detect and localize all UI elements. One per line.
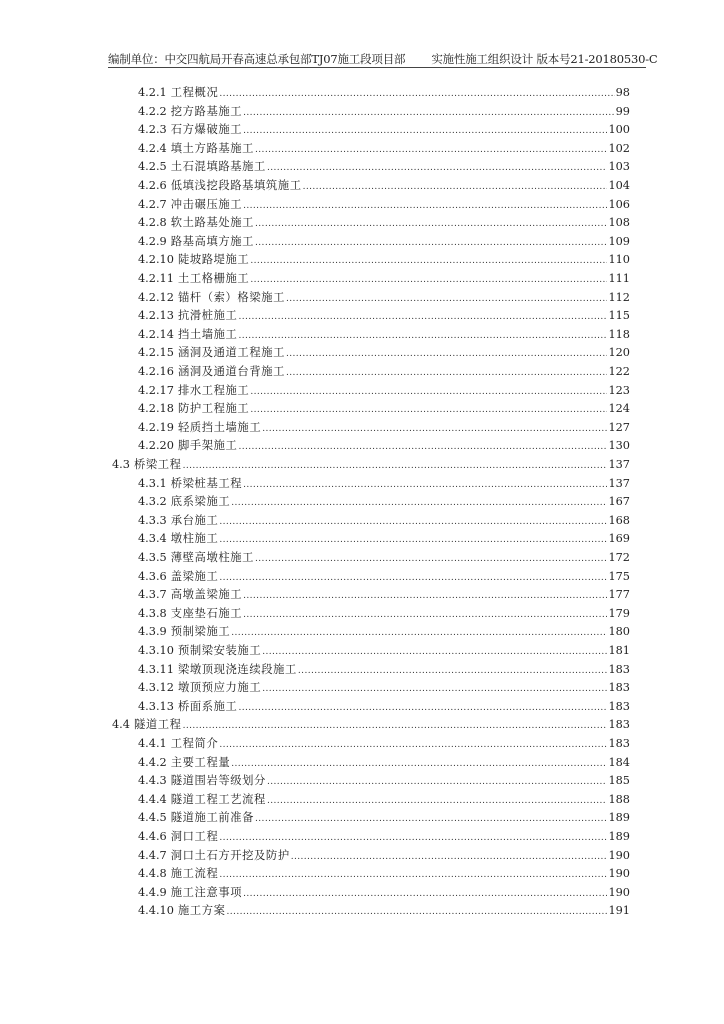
toc-page-number: 167	[608, 495, 630, 509]
toc-page-number: 190	[608, 885, 630, 899]
toc-page-number: 109	[608, 234, 630, 248]
toc-entry[interactable]	[138, 158, 630, 177]
toc-page-number: 106	[608, 197, 630, 211]
toc-page-number: 169	[608, 532, 630, 546]
header-organization: 编制单位：中交四航局开春高速总承包部TJ07施工段项目部	[108, 52, 406, 66]
toc-dot-leader	[219, 829, 607, 848]
toc-entry-title: 墩顶预应力施工	[177, 681, 262, 695]
toc-dot-leader	[238, 327, 607, 346]
toc-entry[interactable]	[138, 902, 630, 921]
toc-entry[interactable]	[138, 400, 630, 419]
toc-page-number: 175	[608, 569, 630, 583]
toc-entry-number: 4.4.10	[138, 904, 174, 918]
toc-entry[interactable]	[138, 233, 630, 252]
toc-entry-title: 陡坡路堤施工	[177, 253, 250, 267]
toc-entry-number: 4.2.17	[138, 383, 174, 397]
toc-entry-number: 4.2.2	[138, 104, 167, 118]
toc-entry-number: 4.4.3	[138, 774, 167, 788]
toc-entry-title: 盖梁施工	[170, 569, 219, 583]
toc-page-number: 123	[608, 383, 630, 397]
toc-entry[interactable]	[138, 344, 630, 363]
toc-page-number: 188	[608, 792, 630, 806]
toc-dot-leader	[243, 122, 607, 141]
toc-entry-number: 4.3.9	[138, 625, 167, 639]
toc-entry[interactable]	[138, 847, 630, 866]
toc-entry[interactable]	[138, 549, 630, 568]
toc-entry-title: 桥面系施工	[177, 699, 238, 713]
toc-entry-number: 4.2.1	[138, 86, 167, 99]
toc-entry[interactable]	[138, 698, 630, 717]
toc-entry-number: 4.2.7	[138, 197, 167, 211]
toc-page-number: 179	[608, 606, 630, 620]
toc-entry-number: 4.2.19	[138, 420, 174, 434]
toc-dot-leader	[262, 643, 607, 662]
toc-dot-leader	[255, 141, 607, 160]
toc-entry-number: 4.3.3	[138, 513, 167, 527]
toc-dot-leader	[267, 792, 608, 811]
toc-page-number: 183	[608, 681, 630, 695]
toc-entry-number: 4.2.10	[138, 253, 174, 267]
toc-entry[interactable]	[138, 121, 630, 140]
toc-entry-number: 4.4.7	[138, 848, 167, 862]
toc-dot-leader	[267, 159, 608, 178]
toc-entry-title: 防护工程施工	[177, 402, 250, 416]
toc-entry-title: 隧道工程	[133, 718, 182, 732]
header-document-version: 实施性施工组织设计 版本号21-20180530-C	[431, 52, 658, 66]
toc-entry-title: 涵洞及通道工程施工	[177, 346, 286, 360]
toc-dot-leader	[286, 290, 607, 309]
toc-entry-title: 锚杆（索）格梁施工	[177, 290, 286, 304]
toc-dot-leader	[183, 457, 608, 476]
toc-entry-title: 高墩盖梁施工	[170, 588, 243, 602]
toc-entry[interactable]	[138, 177, 630, 196]
header-divider	[108, 67, 646, 68]
toc-entry-number: 4.2.13	[138, 309, 174, 323]
toc-entry-number: 4.4	[112, 718, 130, 732]
toc-entry-title: 预制梁施工	[170, 625, 231, 639]
toc-dot-leader	[231, 755, 607, 774]
toc-page-number: 118	[608, 327, 630, 341]
toc-page-number: 189	[608, 811, 630, 825]
toc-entry-title: 轻质挡土墙施工	[177, 420, 262, 434]
toc-page-number: 112	[608, 290, 630, 304]
toc-page-number: 104	[608, 179, 630, 192]
toc-entry-title: 石方爆破施工	[170, 123, 243, 137]
toc-entry-title: 工程概况	[170, 86, 219, 99]
toc-dot-leader	[231, 494, 607, 513]
toc-page-number: 181	[608, 644, 630, 657]
toc-entry-number: 4.3.12	[138, 681, 174, 695]
page-header	[108, 51, 658, 67]
toc-entry-title: 挡土墙施工	[177, 327, 238, 341]
toc-page-number: 184	[608, 755, 630, 769]
toc-entry-number: 4.3.13	[138, 699, 174, 713]
toc-page-number: 111	[608, 272, 630, 285]
toc-section-entry[interactable]	[112, 456, 630, 475]
toc-entry[interactable]	[138, 884, 630, 903]
toc-entry-title: 施工注意事项	[170, 885, 243, 899]
toc-dot-leader	[219, 513, 607, 532]
toc-page-number: 102	[608, 141, 630, 155]
toc-page-number: 110	[608, 253, 630, 267]
toc-dot-leader	[238, 308, 607, 327]
toc-entry[interactable]	[138, 642, 630, 661]
toc-entry-number: 4.3.1	[138, 476, 167, 490]
toc-entry-number: 4.3.6	[138, 569, 167, 583]
toc-entry-title: 涵洞及通道台背施工	[177, 365, 286, 378]
toc-entry[interactable]	[138, 754, 630, 773]
toc-entry-title: 施工流程	[170, 867, 219, 881]
toc-entry[interactable]	[138, 568, 630, 587]
toc-page-number: 130	[608, 439, 630, 453]
toc-entry[interactable]	[138, 289, 630, 308]
toc-page-number: 115	[608, 309, 630, 323]
toc-page-number: 137	[608, 458, 630, 471]
toc-dot-leader	[243, 606, 607, 625]
toc-entry-title: 洞口工程	[170, 830, 219, 843]
toc-entry-number: 4.4.2	[138, 755, 167, 769]
toc-dot-leader	[219, 569, 607, 588]
toc-entry-title: 脚手架施工	[177, 439, 238, 453]
toc-dot-leader	[219, 531, 607, 550]
toc-page-number: 189	[608, 830, 630, 843]
toc-dot-leader	[255, 810, 607, 829]
toc-page-number: 185	[608, 774, 630, 788]
toc-entry-title: 预制梁安装施工	[177, 644, 262, 657]
toc-dot-leader	[255, 550, 607, 569]
toc-dot-leader	[243, 104, 614, 123]
toc-dot-leader	[243, 197, 607, 216]
toc-entry[interactable]	[138, 735, 630, 754]
toc-entry-title: 梁墩顶现浇连续段施工	[177, 662, 297, 676]
toc-entry-number: 4.3.2	[138, 495, 167, 509]
toc-entry[interactable]	[138, 605, 630, 624]
toc-entry-title: 软土路基处施工	[170, 216, 255, 230]
toc-entry-number: 4.2.15	[138, 346, 174, 360]
toc-page-number: 124	[608, 402, 630, 416]
toc-entry[interactable]	[138, 475, 630, 494]
toc-entry-title: 挖方路基施工	[170, 104, 243, 118]
toc-entry[interactable]	[138, 512, 630, 531]
toc-dot-leader	[250, 271, 607, 290]
toc-entry[interactable]	[138, 828, 630, 847]
toc-entry[interactable]	[138, 437, 630, 456]
toc-entry[interactable]	[138, 809, 630, 828]
toc-page-number: 127	[608, 420, 630, 434]
toc-entry-title: 路基高填方施工	[170, 234, 255, 248]
toc-entry[interactable]	[138, 84, 630, 103]
toc-page-number: 137	[608, 476, 630, 490]
toc-entry-number: 4.2.9	[138, 234, 167, 248]
toc-page-number: 98	[615, 86, 630, 99]
toc-entry-number: 4.2.11	[138, 272, 174, 285]
toc-dot-leader	[262, 680, 607, 699]
toc-entry-title: 承台施工	[170, 513, 219, 527]
toc-entry[interactable]	[138, 772, 630, 791]
toc-page-number: 103	[608, 160, 630, 174]
toc-entry-number: 4.3.8	[138, 606, 167, 620]
toc-entry-title: 施工方案	[177, 904, 226, 918]
toc-entry-title: 土石混填路基施工	[170, 160, 266, 174]
toc-entry-number: 4.2.3	[138, 123, 167, 137]
toc-entry-title: 工程简介	[170, 737, 219, 750]
toc-entry[interactable]	[138, 270, 630, 289]
toc-dot-leader	[291, 848, 608, 867]
toc-entry[interactable]	[138, 865, 630, 884]
toc-page-number: 122	[608, 365, 630, 378]
toc-dot-leader	[238, 438, 607, 457]
toc-entry-title: 土工格栅施工	[177, 272, 250, 285]
toc-entry-title: 桥梁工程	[133, 458, 182, 471]
toc-entry[interactable]	[138, 623, 630, 642]
toc-dot-leader	[286, 345, 607, 364]
toc-entry-title: 隧道工程工艺流程	[170, 792, 266, 806]
toc-entry-title: 隧道施工前准备	[170, 811, 255, 825]
toc-dot-leader	[255, 215, 607, 234]
toc-page-number: 190	[608, 848, 630, 862]
toc-entry-number: 4.2.14	[138, 327, 174, 341]
toc-entry-number: 4.2.6	[138, 179, 167, 192]
toc-dot-leader	[227, 903, 608, 922]
toc-page-number: 191	[608, 904, 630, 918]
toc-page-number: 190	[608, 867, 630, 881]
toc-entry[interactable]	[138, 307, 630, 326]
toc-page-number: 172	[608, 551, 630, 564]
toc-dot-leader	[231, 624, 607, 643]
toc-dot-leader	[183, 717, 608, 736]
toc-page-number: 183	[608, 699, 630, 713]
toc-entry-number: 4.3.4	[138, 532, 167, 546]
toc-entry-title: 薄壁高墩柱施工	[170, 551, 255, 564]
toc-dot-leader	[219, 866, 607, 885]
toc-entry-title: 冲击碾压施工	[170, 197, 243, 211]
toc-entry-title: 填土方路基施工	[170, 141, 255, 155]
toc-page-number: 183	[608, 718, 630, 732]
toc-page-number: 120	[608, 346, 630, 360]
toc-entry[interactable]	[138, 196, 630, 215]
toc-entry[interactable]	[138, 493, 630, 512]
toc-entry-number: 4.4.5	[138, 811, 167, 825]
toc-page-number: 183	[608, 737, 630, 750]
toc-dot-leader	[219, 736, 607, 755]
toc-entry-number: 4.2.20	[138, 439, 174, 453]
toc-entry[interactable]	[138, 214, 630, 233]
toc-page-number: 168	[608, 513, 630, 527]
toc-dot-leader	[286, 364, 607, 383]
toc-entry-number: 4.2.5	[138, 160, 167, 174]
toc-dot-leader	[267, 773, 608, 792]
toc-dot-leader	[255, 234, 607, 253]
toc-entry[interactable]	[138, 103, 630, 122]
toc-entry-title: 抗滑桩施工	[177, 309, 238, 323]
toc-dot-leader	[250, 383, 607, 402]
toc-entry-number: 4.3.5	[138, 551, 167, 564]
toc-entry-number: 4.3.11	[138, 662, 174, 676]
toc-dot-leader	[219, 85, 614, 104]
toc-dot-leader	[238, 699, 607, 718]
toc-entry[interactable]	[138, 326, 630, 345]
toc-entry[interactable]	[138, 586, 630, 605]
toc-entry-number: 4.4.8	[138, 867, 167, 881]
toc-entry-title: 隧道围岩等级划分	[170, 774, 266, 788]
toc-dot-leader	[303, 178, 608, 197]
toc-entry[interactable]	[138, 419, 630, 438]
toc-entry-number: 4.3.10	[138, 644, 174, 657]
toc-entry[interactable]	[138, 382, 630, 401]
toc-entry-title: 主要工程量	[170, 755, 231, 769]
toc-page-number: 183	[608, 662, 630, 676]
toc-entry-number: 4.2.4	[138, 141, 167, 155]
toc-dot-leader	[243, 885, 607, 904]
toc-entry-title: 底系梁施工	[170, 495, 231, 509]
toc-entry[interactable]	[138, 140, 630, 159]
toc-entry-number: 4.2.12	[138, 290, 174, 304]
toc-entry-title: 排水工程施工	[177, 383, 250, 397]
toc-entry-number: 4.2.18	[138, 402, 174, 416]
toc-entry[interactable]	[138, 661, 630, 680]
toc-page-number: 180	[608, 625, 630, 639]
toc-entry-number: 4.4.6	[138, 830, 167, 843]
toc-entry[interactable]	[138, 251, 630, 270]
toc-entry-title: 桥梁桩基工程	[170, 476, 243, 490]
toc-entry[interactable]	[138, 530, 630, 549]
toc-entry-title: 洞口土石方开挖及防护	[170, 848, 290, 862]
toc-dot-leader	[298, 662, 608, 681]
toc-dot-leader	[243, 476, 607, 495]
toc-entry-title: 支座垫石施工	[170, 606, 243, 620]
toc-entry-number: 4.2.8	[138, 216, 167, 230]
toc-dot-leader	[243, 587, 607, 606]
toc-page-number: 177	[608, 588, 630, 602]
toc-dot-leader	[250, 252, 607, 271]
toc-dot-leader	[250, 401, 607, 420]
toc-entry-number: 4.3.7	[138, 588, 167, 602]
toc-page-number: 100	[608, 123, 630, 137]
toc-page-number: 108	[608, 216, 630, 230]
toc-entry-number: 4.3	[112, 458, 130, 471]
toc-page-number: 99	[615, 104, 630, 118]
toc-section-entry[interactable]	[112, 716, 630, 735]
toc-entry-number: 4.4.1	[138, 737, 167, 750]
toc-entry-number: 4.4.4	[138, 792, 167, 806]
toc-entry[interactable]	[138, 679, 630, 698]
toc-entry[interactable]	[138, 791, 630, 810]
toc-entry[interactable]	[138, 363, 630, 382]
toc-entry-number: 4.4.9	[138, 885, 167, 899]
toc-entry-number: 4.2.16	[138, 365, 174, 378]
toc-dot-leader	[262, 420, 607, 439]
toc-entry-title: 低填浅挖段路基填筑施工	[170, 179, 302, 192]
toc-entry-title: 墩柱施工	[170, 532, 219, 546]
